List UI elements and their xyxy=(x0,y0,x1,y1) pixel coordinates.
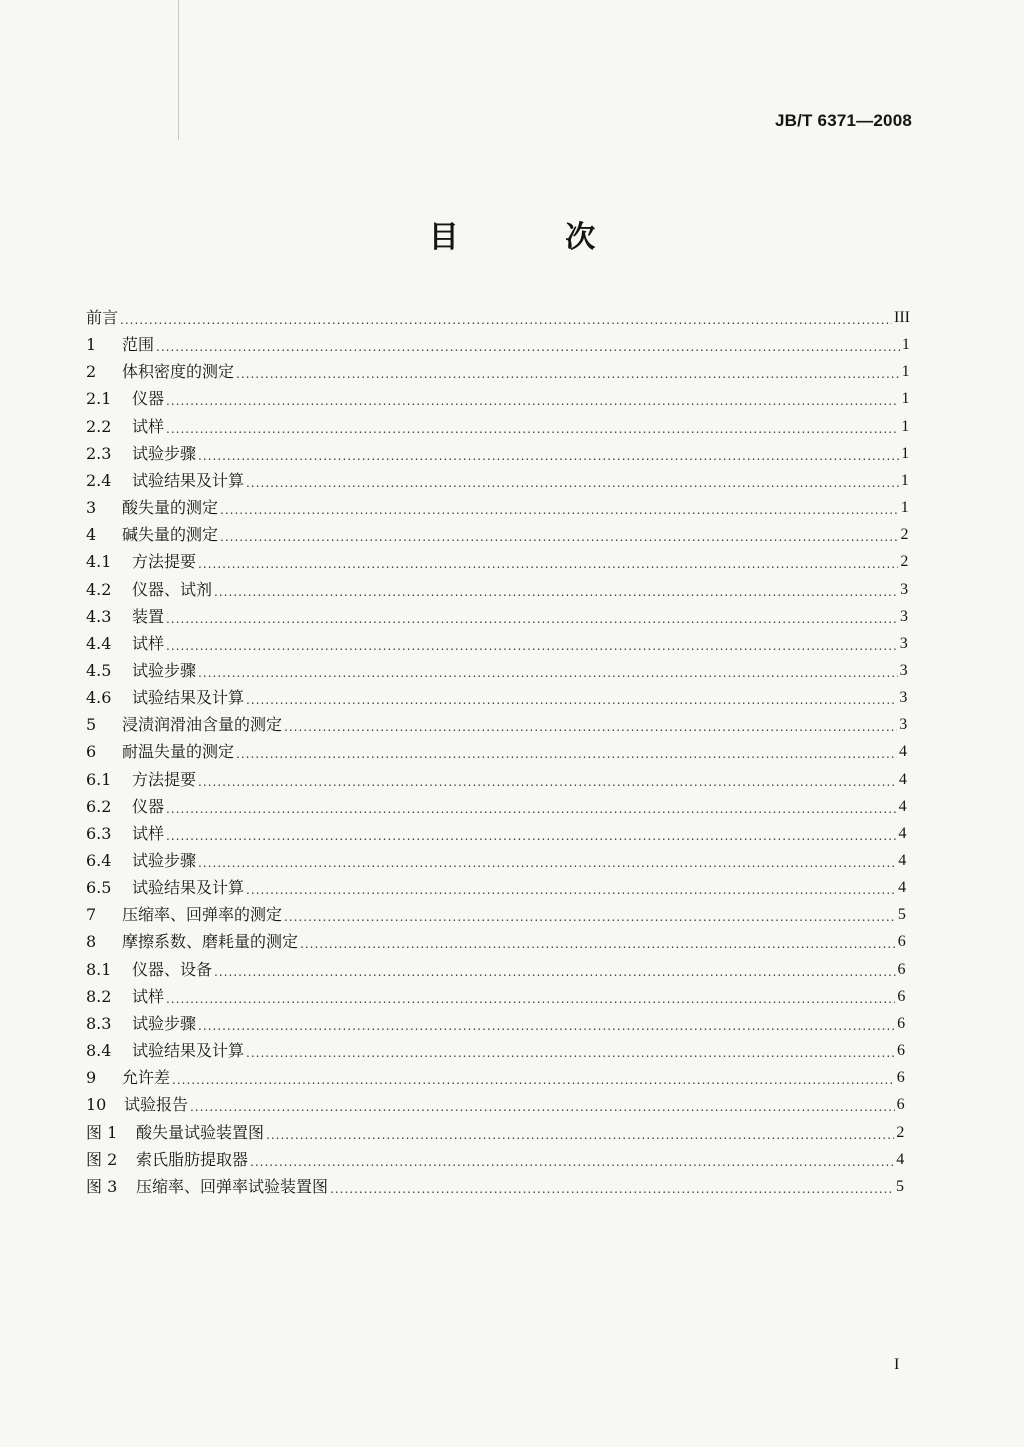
toc-entry-title: 仪器、设备 xyxy=(132,959,213,979)
toc-entry[interactable] xyxy=(86,711,907,735)
toc-leader-dots xyxy=(166,611,898,627)
toc-leader-dots xyxy=(284,909,896,925)
toc-entry[interactable] xyxy=(86,1064,905,1088)
toc-entry-title: 试验结果及计算 xyxy=(132,470,245,490)
toc-entry-page: 3 xyxy=(899,689,908,707)
toc-entry-title: 方法提要 xyxy=(132,552,197,572)
toc-entry-number: 4.3 xyxy=(86,606,112,626)
toc-entry[interactable] xyxy=(86,983,905,1007)
toc-entry-number: 7 xyxy=(86,905,97,925)
toc-entry-page: 1 xyxy=(901,363,910,381)
toc-leader-dots xyxy=(198,665,898,681)
toc-entry-page: 4 xyxy=(898,852,907,869)
toc-entry-number: 6.4 xyxy=(86,851,112,870)
toc-entry[interactable] xyxy=(86,928,906,952)
toc-entry-page: III xyxy=(894,309,910,326)
toc-entry[interactable] xyxy=(86,956,906,980)
toc-entry[interactable] xyxy=(86,494,909,518)
toc-entry[interactable] xyxy=(86,576,908,600)
toc-entry[interactable] xyxy=(86,358,910,382)
standard-code: JB/T 6371—2008 xyxy=(775,111,912,130)
toc-entry-number: 4.1 xyxy=(86,552,112,572)
toc-entry-page: 6 xyxy=(897,960,906,978)
toc-entry-number: 8.4 xyxy=(86,1041,112,1061)
toc-entry-page: 1 xyxy=(901,390,910,408)
toc-entry-number: 8.2 xyxy=(86,986,112,1006)
toc-entry-page: 3 xyxy=(899,716,908,734)
toc-entry[interactable] xyxy=(86,304,910,328)
toc-entry-title: 试验步骤 xyxy=(132,443,197,463)
toc-entry-number: 4.5 xyxy=(86,660,112,680)
toc-entry-page: 2 xyxy=(896,1123,905,1141)
toc-entry-title: 索氏脂肪提取器 xyxy=(136,1149,249,1169)
toc-entry-title: 试验结果及计算 xyxy=(132,688,245,708)
toc-entry-number: 2.2 xyxy=(86,416,112,436)
toc-leader-dots xyxy=(156,339,900,355)
toc-entry[interactable] xyxy=(86,440,909,464)
toc-entry[interactable] xyxy=(86,1173,904,1197)
toc-entry-page: 4 xyxy=(898,879,907,897)
toc-leader-dots xyxy=(236,746,897,762)
toc-entry[interactable] xyxy=(86,467,909,491)
toc-entry-title: 酸失量的测定 xyxy=(122,498,219,518)
toc-entry-page: 4 xyxy=(898,770,907,788)
toc-entry-number: 图 1 xyxy=(86,1122,118,1142)
toc-leader-dots xyxy=(166,828,896,844)
toc-entry-title: 仪器、试剂 xyxy=(132,579,213,599)
toc-entry-number: 8 xyxy=(86,932,97,952)
toc-entry-title: 试验结果及计算 xyxy=(132,878,245,898)
toc-entry-title: 体积密度的测定 xyxy=(122,362,235,382)
toc-entry-page: 6 xyxy=(897,933,906,951)
toc-leader-dots xyxy=(300,936,896,952)
toc-entry[interactable] xyxy=(86,1010,905,1034)
toc-leader-dots xyxy=(214,964,895,980)
toc-entry-title: 试验报告 xyxy=(124,1095,189,1115)
toc-entry-title: 碱失量的测定 xyxy=(122,525,219,545)
toc-entry[interactable] xyxy=(86,766,907,790)
toc-entry-title: 摩擦系数、磨耗量的测定 xyxy=(122,932,299,952)
toc-entry-number: 4.2 xyxy=(86,579,112,599)
toc-entry-title: 试验步骤 xyxy=(132,851,197,870)
toc-entry-page: 2 xyxy=(900,553,909,571)
toc-entry-number: 10 xyxy=(86,1095,107,1115)
toc-entry-number: 8.1 xyxy=(86,959,112,979)
toc-entry-page: 5 xyxy=(896,1177,904,1195)
toc-leader-dots xyxy=(250,1154,894,1170)
toc-entry-page: 1 xyxy=(901,336,910,354)
toc-entry-page: 1 xyxy=(901,417,910,435)
toc-leader-dots xyxy=(166,801,897,817)
toc-entry-title: 方法提要 xyxy=(132,769,197,789)
toc-entry[interactable] xyxy=(86,1119,904,1143)
toc-leader-dots xyxy=(198,774,897,790)
toc-entry-title: 装置 xyxy=(132,606,165,626)
toc-entry-number: 8.3 xyxy=(86,1013,112,1033)
toc-entry-page: 4 xyxy=(896,1150,905,1168)
toc-entry-page: 3 xyxy=(900,580,909,598)
toc-entry[interactable] xyxy=(86,521,909,545)
toc-entry-page: 2 xyxy=(900,526,909,544)
toc-leader-dots xyxy=(266,1127,894,1143)
toc-entry[interactable] xyxy=(86,793,907,817)
toc-entry-number: 1 xyxy=(86,335,97,355)
toc-entry-page: 3 xyxy=(899,607,908,625)
toc-entry-title: 试验步骤 xyxy=(132,1013,197,1033)
toc-entry-number: 2.3 xyxy=(86,443,112,463)
toc-entry-title: 试样 xyxy=(132,416,165,436)
toc-entry-number: 9 xyxy=(86,1068,97,1088)
toc-entry[interactable] xyxy=(86,331,910,355)
toc-entry-page: 1 xyxy=(900,471,909,489)
toc-entry-number: 2.1 xyxy=(86,389,112,409)
toc-leader-dots xyxy=(166,991,895,1007)
toc-entry-title: 试验结果及计算 xyxy=(132,1041,245,1061)
toc-entry-number: 6 xyxy=(86,742,97,762)
toc-leader-dots xyxy=(166,393,899,409)
toc-entry-number: 6.5 xyxy=(86,878,112,898)
toc-entry-number: 图 2 xyxy=(86,1149,118,1169)
toc-entry[interactable] xyxy=(86,548,908,572)
toc-entry-number: 2.4 xyxy=(86,470,112,490)
toc-entry[interactable] xyxy=(86,630,908,654)
toc-leader-dots xyxy=(330,1181,894,1197)
toc-entry[interactable] xyxy=(86,1091,905,1115)
toc-entry-title: 压缩率、回弹率的测定 xyxy=(122,905,283,925)
toc-leader-dots xyxy=(166,421,899,437)
toc-entry-number: 6.3 xyxy=(86,823,112,843)
toc-entry-page: 4 xyxy=(899,743,907,761)
toc-leader-dots xyxy=(284,719,897,735)
toc-leader-dots xyxy=(190,1099,895,1115)
toc-entry-page: 1 xyxy=(900,499,909,517)
toc-leader-dots xyxy=(246,882,896,898)
toc-entry-page: 5 xyxy=(897,906,906,924)
toc-entry-title: 酸失量试验装置图 xyxy=(136,1122,265,1142)
toc-leader-dots xyxy=(198,1018,895,1034)
scan-mark xyxy=(178,0,179,140)
toc-leader-dots xyxy=(246,1045,895,1061)
toc-entry[interactable] xyxy=(86,901,906,925)
toc-entry-number: 6.1 xyxy=(86,769,112,789)
toc-entry-title: 仪器 xyxy=(132,389,165,409)
toc-entry-number: 4.6 xyxy=(86,688,112,708)
toc-leader-dots xyxy=(198,556,898,572)
toc-entry[interactable] xyxy=(86,738,907,762)
toc-leader-dots xyxy=(166,638,898,654)
toc-entry[interactable] xyxy=(86,1037,905,1061)
toc-leader-dots xyxy=(220,502,899,518)
toc-entry-number: 6.2 xyxy=(86,796,112,816)
toc-entry-number: 4 xyxy=(86,525,97,545)
toc-entry-page: 1 xyxy=(901,444,910,462)
toc-leader-dots xyxy=(246,475,899,491)
toc-entry[interactable] xyxy=(86,385,909,409)
toc-entry[interactable] xyxy=(86,413,909,437)
toc-entry-title: 浸渍润滑油含量的测定 xyxy=(122,715,283,735)
toc-entry-title: 耐温失量的测定 xyxy=(122,742,235,762)
toc-entry-page: 3 xyxy=(899,634,908,652)
toc-entry[interactable] xyxy=(86,657,908,681)
toc-entry-page: 4 xyxy=(898,797,907,815)
toc-entry-page: 4 xyxy=(898,824,907,842)
toc-leader-dots xyxy=(120,312,892,328)
toc-entry-title: 压缩率、回弹率试验装置图 xyxy=(136,1176,329,1196)
toc-entry-title: 允许差 xyxy=(122,1068,171,1088)
toc-entry-page: 3 xyxy=(899,661,908,679)
toc-entry-title: 试样 xyxy=(132,986,165,1006)
toc-leader-dots xyxy=(236,366,900,382)
toc-entry[interactable] xyxy=(86,847,906,871)
toc-entry-title: 试样 xyxy=(132,633,165,653)
toc-entry-title: 范围 xyxy=(122,335,155,355)
toc-leader-dots xyxy=(246,692,897,708)
toc-entry-number: 4.4 xyxy=(86,633,112,653)
toc-entry[interactable] xyxy=(86,684,907,708)
toc-entry-number: 3 xyxy=(86,498,97,518)
page-number: I xyxy=(894,1356,900,1373)
toc-entry-number: 5 xyxy=(86,715,97,735)
toc-entry[interactable] xyxy=(86,603,908,627)
toc-entry-page: 6 xyxy=(896,1096,905,1114)
toc-entry-page: 6 xyxy=(896,1069,905,1087)
toc-entry[interactable] xyxy=(86,820,906,844)
toc-entry-title: 试验步骤 xyxy=(132,660,197,680)
toc-leader-dots xyxy=(214,584,898,600)
toc-entry-page: 6 xyxy=(897,987,906,1005)
toc-entry[interactable] xyxy=(86,874,906,898)
toc-entry-number: 2 xyxy=(86,362,97,382)
toc-entry-title: 仪器 xyxy=(132,796,165,816)
toc-entry-number: 图 3 xyxy=(86,1176,118,1196)
toc-leader-dots xyxy=(198,855,896,871)
toc-leader-dots xyxy=(220,529,898,545)
toc-entry-title: 试样 xyxy=(132,823,165,843)
page-title: 目 次 xyxy=(428,220,644,255)
toc-entry-title: 前言 xyxy=(86,308,119,327)
toc-entry-page: 6 xyxy=(896,1042,905,1060)
toc-entry-page: 6 xyxy=(897,1014,906,1032)
toc-leader-dots xyxy=(172,1072,895,1088)
toc-leader-dots xyxy=(198,448,899,464)
toc-entry[interactable] xyxy=(86,1146,904,1170)
